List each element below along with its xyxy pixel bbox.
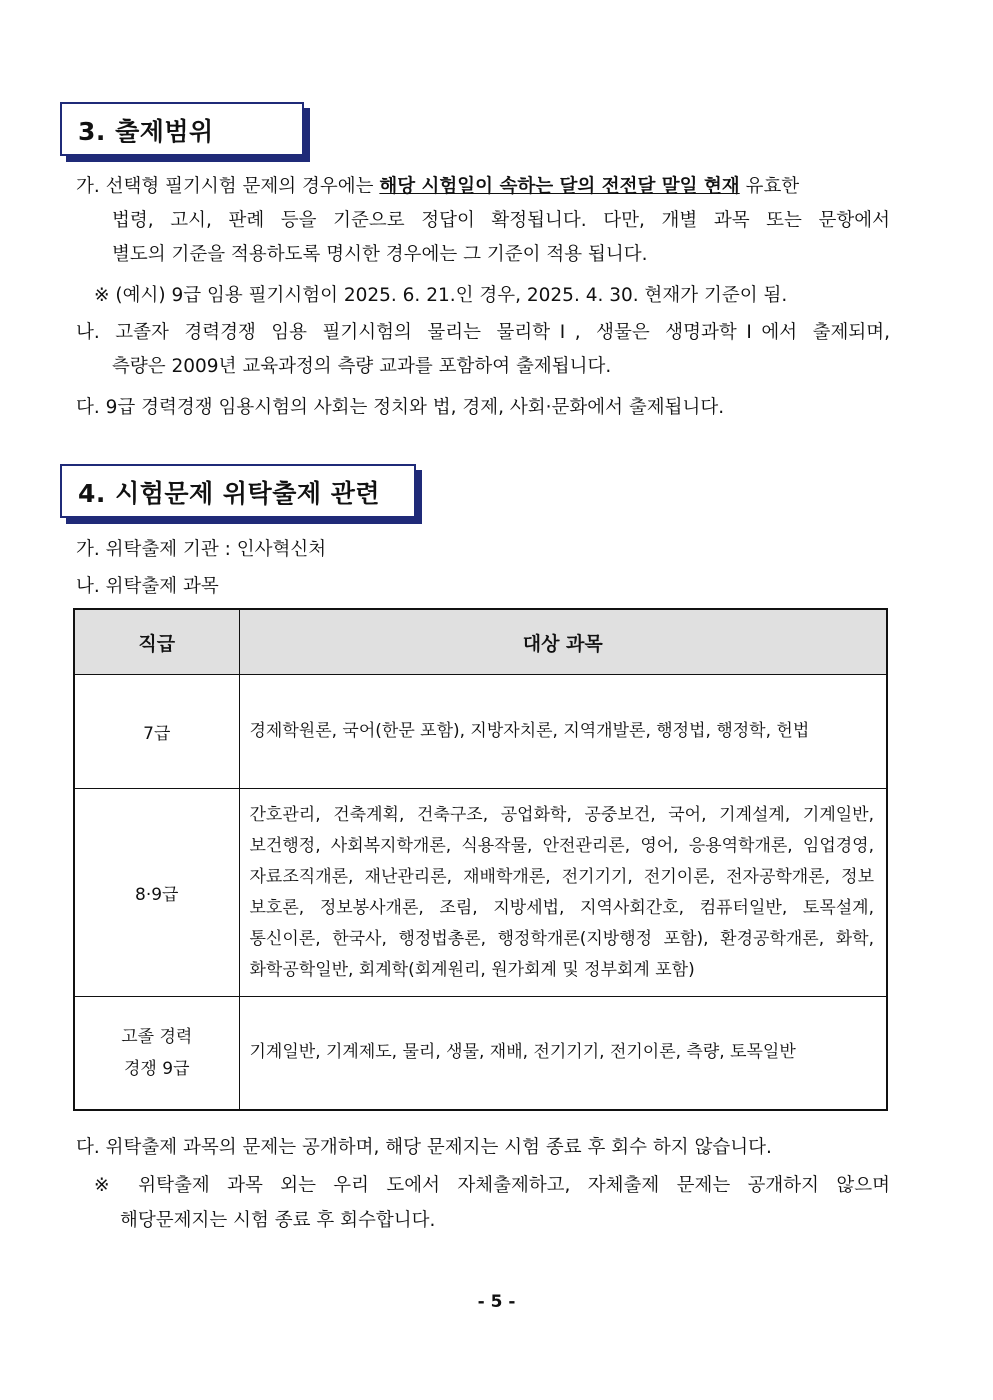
section-4-title: 4. 시험문제 위탁출제 관련 <box>78 479 381 508</box>
example-note: ※ (예시) 9급 임용 필기시험이 2025. 6. 21.인 경우, 2025. 4. 30. 현재가 기준이 됨. <box>94 285 788 306</box>
section-3-heading <box>60 102 304 156</box>
ga-line-3: 별도의 기준을 적용하도록 명시한 경우에는 그 기준이 적용 됩니다. <box>112 244 648 265</box>
subjects-cell <box>239 675 887 789</box>
header-subjects: 대상 과목 <box>239 609 887 675</box>
section-3-item-ga <box>76 172 890 198</box>
grade-line-1: 고졸 경력 <box>121 1026 193 1047</box>
subject-line: 화학공학일반, 회계학(회계원리, 원가회계 및 정부회계 포함) <box>249 959 695 980</box>
section-3-item-na-line-1: 나. 고졸자 경력경쟁 임용 필기시험의 물리는 물리학Ⅰ, 생물은 생명과학Ⅰ에서 출제되며, <box>76 322 890 343</box>
grade-cell: 8·9급 <box>74 789 239 997</box>
subjects-cell <box>239 997 887 1110</box>
table-row <box>74 789 887 997</box>
section-4-item-da: 다. 위탁출제 과목의 문제는 공개하며, 해당 문제지는 시험 종료 후 회수 하지 않습니다. <box>76 1137 772 1158</box>
section-3-item-da: 다. 9급 경력경쟁 임용시험의 사회는 정치와 법, 경제, 사회·문화에서 출제됩니다. <box>76 397 725 418</box>
table-row <box>74 997 887 1110</box>
grade-line-2: 경쟁 9급 <box>124 1058 190 1079</box>
section-4-heading <box>60 464 416 518</box>
section-4-note-line-1: ※ 위탁출제 과목 외는 우리 도에서 자체출제하고, 자체출제 문제는 공개하지 않으며 <box>94 1175 890 1196</box>
table-row <box>74 675 887 789</box>
subjects-cell <box>239 789 887 997</box>
subject-line: 기계일반, 기계제도, 물리, 생물, 재배, 전기기기, 전기이론, 측량, 토목일반 <box>249 1042 796 1063</box>
page-number: - 5 - <box>477 1292 516 1312</box>
ga-suffix: 유효한 <box>739 176 800 197</box>
ga-emphasis: 해당 시험일이 속하는 달의 전전달 말일 현재 <box>379 176 740 197</box>
section-4-note-line-2: 해당문제지는 시험 종료 후 회수합니다. <box>120 1210 436 1231</box>
section-3-item-na-line-2: 측량은 2009년 교육과정의 측량 교과를 포함하여 출제됩니다. <box>112 356 612 377</box>
subject-line: 경제학원론, 국어(한문 포함), 지방자치론, 지역개발론, 행정법, 행정학, 헌법 <box>249 721 810 741</box>
section-4-item-na: 나. 위탁출제 과목 <box>76 576 219 597</box>
grade-cell: 7급 <box>74 675 239 789</box>
subject-line: 통신이론, 한국사, 행정법총론, 행정학개론(지방행정 포함), 환경공학개론, 화학, <box>249 928 874 949</box>
subject-line: 보건행정, 사회복지학개론, 식용작물, 안전관리론, 영어, 응용역학개론, 임업경영, <box>249 835 874 856</box>
header-grade: 직급 <box>74 609 239 675</box>
section-4-item-ga: 가. 위탁출제 기관 : 인사혁신처 <box>76 539 327 560</box>
section-3-title: 3. 출제범위 <box>78 117 214 146</box>
subject-line: 보호론, 정보봉사개론, 조림, 지방세법, 지역사회간호, 컴퓨터일반, 토목설계, <box>249 897 874 918</box>
subject-line: 간호관리, 건축계획, 건축구조, 공업화학, 공중보건, 국어, 기계설계, 기계일반, <box>249 804 874 825</box>
ga-prefix: 가. 선택형 필기시험 문제의 경우에는 <box>76 176 380 197</box>
subject-table <box>73 608 888 1111</box>
subject-line: 자료조직개론, 재난관리론, 재배학개론, 전기기기, 전기이론, 전자공학개론, 정보 <box>249 866 874 887</box>
table-header-row <box>74 609 887 675</box>
ga-line-2: 법령, 고시, 판례 등을 기준으로 정답이 확정됩니다. 다만, 개별 과목 또는 문항에서 <box>112 210 890 231</box>
grade-cell <box>74 997 239 1110</box>
